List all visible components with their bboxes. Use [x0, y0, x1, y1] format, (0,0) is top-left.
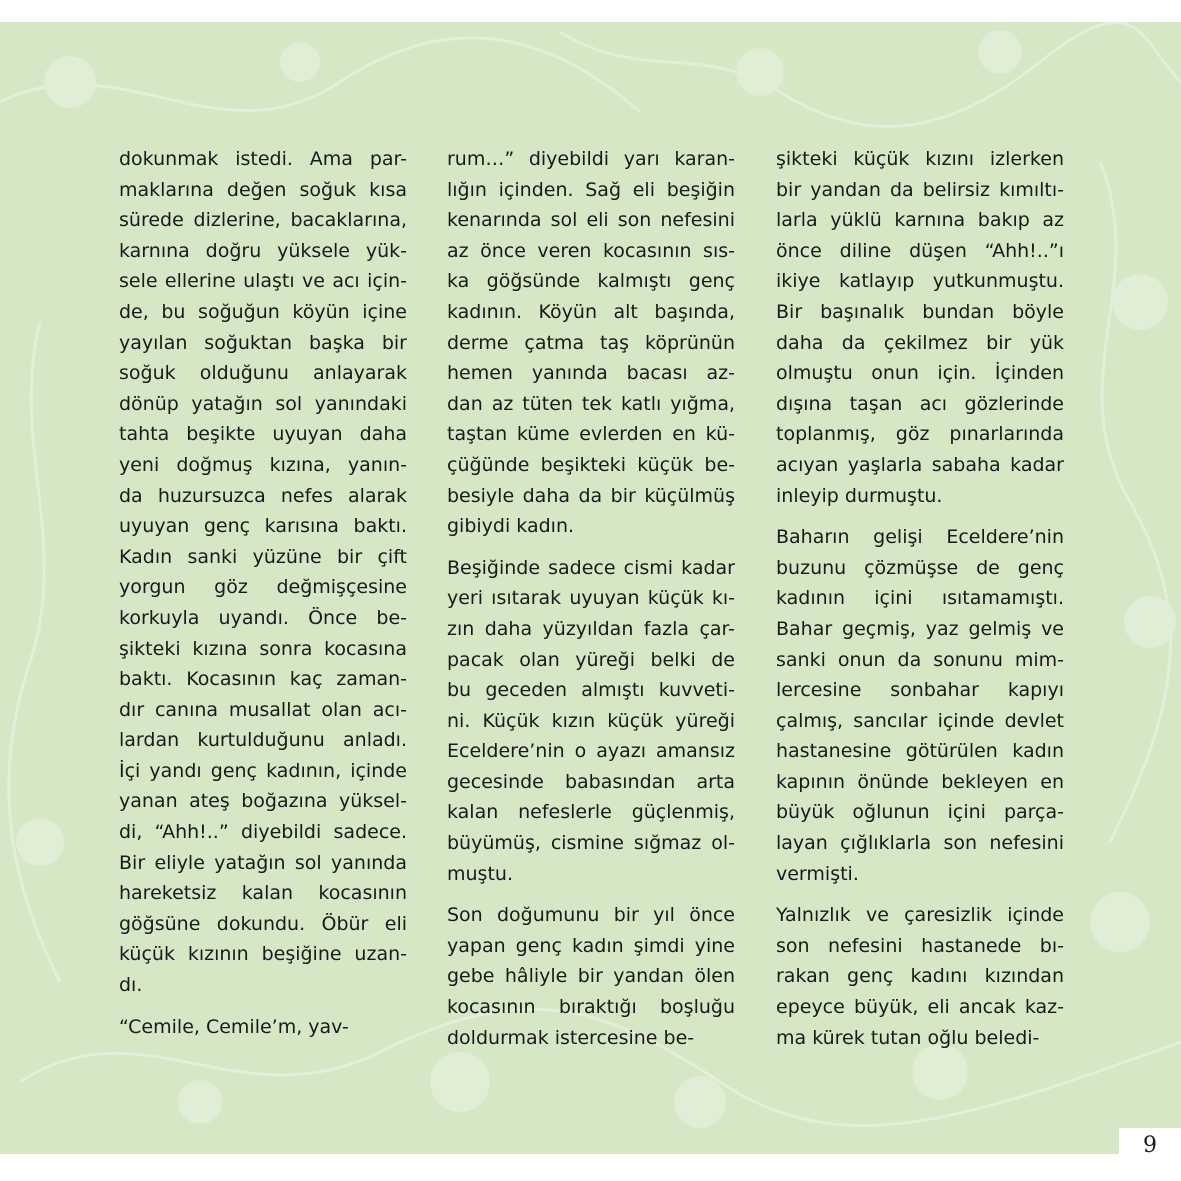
text-line: Son doğumunu bir yıl önce	[447, 904, 735, 927]
text-line: sele ellerine ulaştı ve acı için-	[119, 270, 407, 293]
page-footer-band	[0, 1154, 1181, 1181]
text-line: son nefesini hastanede bı-	[776, 934, 1064, 957]
text-line: derme çatma taş köprünün	[447, 331, 735, 354]
text-line: dışına taşan acı gözlerinde	[776, 392, 1064, 415]
text-column-1	[119, 144, 407, 1053]
text-line: gibiydi kadın.	[447, 515, 575, 538]
text-line: baktı. Kocasının kaç zaman-	[119, 668, 407, 691]
text-line: olmuştu onun için. İçinden	[776, 362, 1064, 385]
text-line: dokunmak istedi. Ama par-	[119, 148, 407, 170]
page-number: 9	[1143, 1133, 1157, 1158]
text-line: Bir başınalık bundan böyle	[776, 300, 1064, 323]
text-line: rum…” diyebildi yarı karan-	[447, 148, 735, 170]
text-line: çüğünde beşikteki küçük be-	[447, 453, 735, 476]
text-line: kenarında sol eli son nefesini	[447, 209, 735, 232]
text-line: hareketsiz kalan kocasının	[119, 882, 407, 905]
text-line: sürede dizlerine, bacaklarına,	[119, 209, 407, 232]
text-line: hemen yanında bacası az-	[447, 362, 735, 385]
text-line: hastanesine götürülen kadın	[776, 740, 1064, 763]
text-line: soğuk olduğunu anlayarak	[119, 362, 407, 385]
text-line: Bahar geçmiş, yaz gelmiş ve	[776, 617, 1064, 640]
text-line: sanki onun da sonunu mim-	[776, 648, 1064, 671]
text-line: yeni doğmuş kızına, yanın-	[119, 453, 407, 476]
text-line: “Cemile, Cemile’m, yav-	[119, 1015, 349, 1038]
text-line: de, bu soğuğun köyün içine	[119, 300, 407, 323]
paragraph	[447, 144, 735, 542]
text-column-3	[776, 144, 1064, 1064]
text-line: lercesine sonbahar kapıyı	[776, 679, 1064, 702]
text-line: yayılan soğuktan başka bir	[119, 331, 407, 354]
text-line: epeyce büyük, eli ancak kaz-	[776, 996, 1064, 1019]
text-line: ka göğsünde kalmıştı genç	[447, 270, 735, 293]
text-line: büyümüş, cismine sığmaz ol-	[447, 832, 735, 855]
text-line: daha da çekilmez bir yük	[776, 331, 1064, 354]
text-line: Bir eliyle yatağın sol yanında	[119, 851, 407, 874]
text-line: doldurmak istercesine be-	[447, 1026, 695, 1049]
text-line: vermişti.	[776, 862, 859, 885]
text-line: Beşiğinde sadece cismi kadar	[447, 556, 735, 579]
text-line: kalan nefeslerle güçlenmiş,	[447, 801, 735, 824]
text-line: gebe hâliyle bir yandan ölen	[447, 965, 735, 988]
text-line: dönüp yatağın sol yanındaki	[119, 392, 407, 415]
text-line: zın daha yüzyıldan fazla çar-	[447, 617, 735, 640]
text-line: muştu.	[447, 862, 513, 885]
text-line: dan az tüten tek katlı yığma,	[447, 392, 735, 415]
paragraph	[447, 553, 735, 890]
text-line: ikiye katlayıp yutkunmuştu.	[776, 270, 1064, 293]
text-line: az önce veren kocasının sıs-	[447, 239, 735, 262]
paragraph	[119, 1012, 407, 1043]
text-line: Baharın gelişi Eceldere’nin	[776, 526, 1064, 549]
paragraph	[776, 144, 1064, 511]
text-line: kadının. Köyün alt başında,	[447, 300, 735, 323]
text-line: çalmış, sancılar içinde devlet	[776, 709, 1064, 732]
text-line: acıyan yaşlarla sabaha kadar	[776, 453, 1064, 476]
text-line: besiyle daha da bir küçülmüş	[447, 484, 735, 507]
text-line: uyuyan genç karısına baktı.	[119, 515, 407, 538]
text-line: pacak olan yüreği belki de	[447, 648, 735, 671]
text-line: di, “Ahh!..” diyebildi sadece.	[119, 821, 407, 844]
text-line: ma kürek tutan oğlu beledi-	[776, 1026, 1040, 1049]
paragraph	[119, 144, 407, 1001]
paragraph	[776, 900, 1064, 1053]
text-line: korkuyla uyandı. Önce be-	[119, 606, 407, 629]
text-line: karnına doğru yüksele yük-	[119, 239, 407, 262]
text-line: maklarına değen soğuk kısa	[119, 178, 407, 201]
text-line: buzunu çözmüşse de genç	[776, 556, 1064, 579]
text-line: tahta beşikte uyuyan daha	[119, 423, 407, 446]
text-line: İçi yandı genç kadının, içinde	[119, 759, 407, 782]
text-line: önce diline düşen “Ahh!..”ı	[776, 239, 1064, 262]
text-line: dır canına musallat olan acı-	[119, 698, 407, 721]
text-column-2	[447, 144, 735, 1064]
text-line: küçük kızının beşiğine uzan-	[119, 943, 407, 966]
text-line: bir yandan da belirsiz kımıltı-	[776, 178, 1064, 201]
text-line: kapının önünde bekleyen en	[776, 770, 1064, 793]
text-line: bu geceden almıştı kuvveti-	[447, 679, 735, 702]
text-line: kocasının bıraktığı boşluğu	[447, 996, 735, 1019]
text-line: göğsüne dokundu. Öbür eli	[119, 912, 407, 935]
text-line: taştan küme evlerden en kü-	[447, 423, 735, 446]
text-line: yorgun göz değmişçesine	[119, 576, 407, 599]
text-line: toplanmış, göz pınarlarında	[776, 423, 1064, 446]
paragraph	[776, 522, 1064, 889]
text-line: şikteki küçük kızını izlerken	[776, 148, 1064, 170]
text-line: gecesinde babasından arta	[447, 770, 735, 793]
text-line: Kadın sanki yüzüne bir çift	[119, 545, 407, 568]
text-line: lardan kurtulduğunu anladı.	[119, 729, 407, 752]
text-line: kadının içini ısıtamamıştı.	[776, 587, 1064, 610]
text-line: yeri ısıtarak uyuyan küçük kı-	[447, 587, 735, 610]
text-line: rakan genç kadını kızından	[776, 965, 1064, 988]
paragraph	[447, 900, 735, 1053]
text-line: Eceldere’nin o ayazı amansız	[447, 740, 735, 763]
text-line: yanan ateş boğazına yüksel-	[119, 790, 407, 813]
text-line: layan çığlıklarla son nefesini	[776, 832, 1064, 855]
text-line: Yalnızlık ve çaresizlik içinde	[776, 904, 1064, 927]
text-line: dı.	[119, 974, 143, 997]
text-line: ni. Küçük kızın küçük yüreği	[447, 709, 735, 732]
text-line: büyük oğlunun içini parça-	[776, 801, 1064, 824]
book-page	[0, 22, 1181, 1154]
text-line: şikteki kızına sonra kocasına	[119, 637, 407, 660]
text-line: da huzursuzca nefes alarak	[119, 484, 407, 507]
text-line: lığın içinden. Sağ eli beşiğin	[447, 178, 735, 201]
text-line: larla yüklü karnına bakıp az	[776, 209, 1064, 232]
text-line: yapan genç kadın şimdi yine	[447, 934, 735, 957]
text-line: inleyip durmuştu.	[776, 484, 943, 507]
